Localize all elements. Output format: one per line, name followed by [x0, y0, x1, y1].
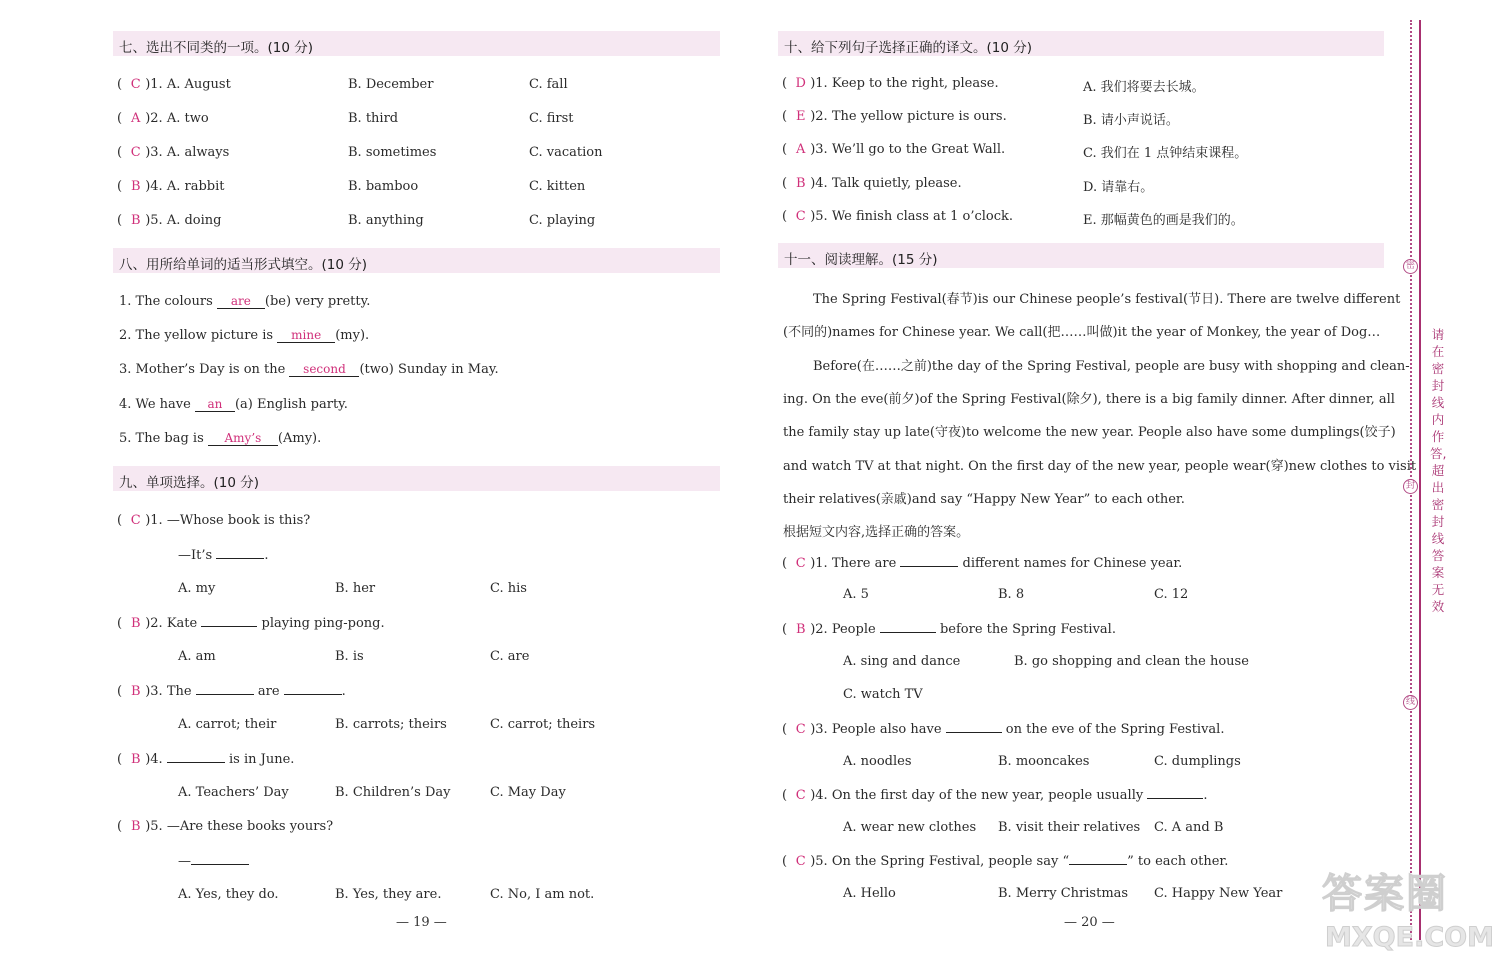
question-text: )3. We’ll go to the Great Wall. [810, 142, 1006, 157]
answer-mark: B [130, 213, 141, 228]
blank [167, 751, 225, 763]
stem-end: (be) very pretty. [264, 294, 371, 309]
fill-question [119, 431, 321, 446]
option-a: A. 5 [843, 587, 869, 602]
question-row: ( B )4. A. rabbit [117, 179, 225, 194]
question-text: )2. A. two [145, 111, 209, 126]
question-row: ( B )5. —Are these books yours? [117, 819, 334, 834]
option-b: B. sometimes [348, 145, 437, 160]
stem-end: before the Spring Festival. [939, 622, 1116, 637]
question-row: ( D )1. Keep to the right, please. [782, 76, 999, 91]
question-text: )3. The [145, 684, 192, 699]
option-c: C. A and B [1154, 820, 1224, 835]
question-row: ( B )4. is in June. [117, 752, 295, 767]
answer-mark: B [795, 622, 806, 637]
answer-mark: A [131, 111, 141, 126]
option-c: C. 12 [1154, 587, 1189, 602]
section-header [113, 466, 720, 491]
fill-answer: Amy’s [208, 431, 278, 446]
question-row: ( E )2. The yellow picture is ours. [782, 109, 1007, 124]
option-b: B. December [348, 77, 434, 92]
answer-mark: C [795, 209, 806, 224]
blank [201, 615, 257, 627]
stem-end: ” to each other. [1127, 854, 1229, 869]
answer-mark: A [796, 142, 806, 157]
option-a: A. my [178, 581, 216, 596]
stem: 5. The bag is [119, 431, 208, 446]
question-text: )5. A. doing [145, 213, 222, 228]
question-row: ( B )2. Kate playing ping-pong. [117, 616, 385, 631]
option-b: B. Yes, they are. [335, 887, 442, 902]
question-text: )4. A. rabbit [145, 179, 225, 194]
blank [216, 547, 264, 559]
seal-circle-mark: 线 [1403, 695, 1418, 710]
section-title: 七、选出不同类的一项。(10 分) [119, 40, 314, 56]
fill-question [119, 397, 348, 412]
section-title: 十一、阅读理解。(15 分) [784, 252, 938, 268]
section-title: 八、用所给单词的适当形式填空。(10 分) [119, 257, 368, 273]
option-c: C. kitten [529, 179, 586, 194]
question-text: )4. On the first day of the new year, people usually [810, 788, 1144, 803]
stem: 4. We have [119, 397, 195, 412]
fill-answer: second [289, 362, 359, 377]
translation-option: B. 请小声说话。 [1083, 113, 1179, 128]
question-text: )1. There are [810, 556, 897, 571]
stem-end: different names for Chinese year. [962, 556, 1183, 571]
question-text: )1. Keep to the right, please. [810, 76, 999, 91]
option-a: A. noodles [843, 754, 912, 769]
option-b: B. Merry Christmas [998, 886, 1129, 901]
stem-end: (two) Sunday in May. [359, 362, 499, 377]
option-c: C. carrot; theirs [490, 717, 596, 732]
blank [900, 555, 958, 567]
option-a: A. carrot; their [178, 717, 277, 732]
passage-line: The Spring Festival(春节)is our Chinese people’s festival(节日). There are twelve different [813, 292, 1401, 307]
answer-mark: D [795, 76, 806, 91]
option-b: B. go shopping and clean the house [1014, 654, 1249, 669]
question-row: ( C )5. We finish class at 1 o’clock. [782, 209, 1014, 224]
option-c: C. playing [529, 213, 596, 228]
option-c: C. dumplings [1154, 754, 1241, 769]
question-row: ( C )1. —Whose book is this? [117, 513, 311, 528]
stem-end: . [264, 548, 269, 563]
question-row: ( A )3. We’ll go to the Great Wall. [782, 142, 1006, 157]
section-header [113, 248, 720, 273]
stem: 3. Mother’s Day is on the [119, 362, 290, 377]
section-header [778, 243, 1384, 268]
answer-mark: C [130, 145, 141, 160]
option-b: B. is [335, 649, 364, 664]
option-a: A. sing and dance [843, 654, 961, 669]
fill-question [119, 294, 370, 309]
translation-option: C. 我们在 1 点钟结束课程。 [1083, 146, 1248, 161]
stem-end: is in June. [228, 752, 295, 767]
option-a: A. Yes, they do. [178, 887, 279, 902]
blank [196, 683, 254, 695]
stem: —It’s [178, 548, 213, 563]
blank [1147, 787, 1203, 799]
answer-mark: B [130, 684, 141, 699]
question-text: )5. On the Spring Festival, people say “ [810, 854, 1070, 869]
question-row: ( B )3. The are . [117, 684, 346, 699]
option-b: B. her [335, 581, 376, 596]
question-text: )4. [145, 752, 163, 767]
stem: 1. The colours [119, 294, 217, 309]
answer-mark: E [795, 109, 806, 124]
passage-line: their relatives(亲戚)and say “Happy New Year” to each other. [783, 492, 1185, 507]
stem-end: . [341, 684, 346, 699]
passage-line: the family stay up late(守夜)to welcome the new year. People also have some dumplings(饺子) [783, 425, 1396, 440]
answer-mark: C [130, 513, 141, 528]
option-c: C. Happy New Year [1154, 886, 1283, 901]
option-c: C. first [529, 111, 574, 126]
question-text: )2. The yellow picture is ours. [810, 109, 1007, 124]
fill-answer: are [217, 294, 265, 309]
stem-end: (a) English party. [234, 397, 348, 412]
question-row: ( C )3. People also have on the eve of the Spring Festival. [782, 722, 1225, 737]
option-c: C. are [490, 649, 530, 664]
instruction: 根据短文内容,选择正确的答案。 [783, 525, 970, 540]
question-row: ( C )3. A. always [117, 145, 230, 160]
answer-mark: B [130, 179, 141, 194]
translation-option: E. 那幅黄色的画是我们的。 [1083, 213, 1244, 228]
stem-mid: are [257, 684, 280, 699]
question-text: )3. A. always [145, 145, 230, 160]
question-row: ( B )4. Talk quietly, please. [782, 176, 962, 191]
fill-answer: mine [277, 328, 335, 343]
option-b: B. anything [348, 213, 424, 228]
question-text: )2. People [810, 622, 876, 637]
section-header [113, 31, 720, 56]
blank [191, 853, 249, 865]
option-b: B. visit their relatives [998, 820, 1141, 835]
blank [1069, 853, 1127, 865]
option-b: B. mooncakes [998, 754, 1090, 769]
passage-line: (不同的)names for Chinese year. We call(把……叫做)it the year of Monkey, the year of Dog… [783, 325, 1381, 340]
watermark-logo: 答案圈 [1322, 871, 1448, 917]
answer-mark: C [795, 788, 806, 803]
option-b: B. bamboo [348, 179, 419, 194]
option-b: B. Children’s Day [335, 785, 451, 800]
seal-line [1419, 20, 1421, 940]
blank [880, 621, 936, 633]
question-row: ( B )2. People before the Spring Festival. [782, 622, 1116, 637]
stem-end: (Amy). [277, 431, 322, 446]
section-header [778, 31, 1384, 56]
option-b: B. 8 [998, 587, 1025, 602]
question-text: )2. Kate [145, 616, 198, 631]
page-number: — 19 — [396, 915, 447, 930]
stem: 2. The yellow picture is [119, 328, 278, 343]
watermark-url: MXQE.COM [1325, 922, 1494, 953]
question-row: ( C )1. There are different names for Chinese year. [782, 556, 1183, 571]
stem-end: playing ping-pong. [261, 616, 385, 631]
option-b: B. carrots; theirs [335, 717, 447, 732]
seal-circle-mark: 密 [1403, 259, 1418, 274]
question-text: )1. A. August [145, 77, 231, 92]
stem-end: on the eve of the Spring Festival. [1005, 722, 1225, 737]
question-text: )5. We finish class at 1 o’clock. [810, 209, 1014, 224]
answer-mark: C [795, 556, 806, 571]
question-text: )5. —Are these books yours? [145, 819, 334, 834]
stem-end: . [1203, 788, 1208, 803]
option-c: C. vacation [529, 145, 603, 160]
option-c: C. May Day [490, 785, 566, 800]
stem-end: (my). [335, 328, 370, 343]
question-line [178, 853, 249, 869]
question-text: )1. —Whose book is this? [145, 513, 311, 528]
passage-line: Before(在……之前)the day of the Spring Festival, people are busy with shopping and clean- [813, 359, 1410, 374]
fill-question [119, 328, 369, 343]
option-a: A. am [178, 649, 216, 664]
option-a: A. wear new clothes [843, 820, 977, 835]
question-line [178, 547, 268, 563]
question-text: )4. Talk quietly, please. [810, 176, 962, 191]
question-row: ( C )5. On the Spring Festival, people say “ ” to each other. [782, 854, 1229, 869]
option-a: A. Teachers’ Day [178, 785, 289, 800]
section-title: 九、单项选择。(10 分) [119, 475, 260, 491]
question-row: ( C )1. A. August [117, 77, 231, 92]
blank [284, 683, 342, 695]
translation-option: A. 我们将要去长城。 [1083, 80, 1205, 95]
question-row: ( C )4. On the first day of the new year, people usually . [782, 788, 1208, 803]
question-row: ( B )5. A. doing [117, 213, 222, 228]
option-c: C. his [490, 581, 527, 596]
page-number: — 20 — [1064, 915, 1115, 930]
passage-line: ing. On the eve(前夕)of the Spring Festival(除夕), there is a big family dinner. After dinner, all [783, 392, 1395, 407]
answer-mark: B [130, 819, 141, 834]
option-a: A. Hello [843, 886, 896, 901]
question-text: )3. People also have [810, 722, 942, 737]
option-c: C. watch TV [843, 687, 923, 702]
answer-mark: B [130, 616, 141, 631]
seal-circle-mark: 封 [1403, 479, 1418, 494]
answer-mark: B [130, 752, 141, 767]
answer-mark: C [795, 722, 806, 737]
answer-mark: B [795, 176, 806, 191]
answer-mark: C [130, 77, 141, 92]
option-b: B. third [348, 111, 399, 126]
question-row: ( A )2. A. two [117, 111, 209, 126]
blank [946, 721, 1002, 733]
fill-question [119, 362, 499, 377]
option-c: C. fall [529, 77, 568, 92]
translation-option: D. 请靠右。 [1083, 180, 1154, 195]
fill-answer: an [195, 397, 235, 412]
option-c: C. No, I am not. [490, 887, 595, 902]
section-title: 十、给下列句子选择正确的译文。(10 分) [784, 40, 1033, 56]
stem: — [178, 854, 191, 869]
passage-line: and watch TV at that night. On the first day of the new year, people wear(穿)new clothes to visit [783, 459, 1417, 474]
answer-mark: C [795, 854, 806, 869]
seal-warning-text: 请在密封线内作答,超出密封线答案无效 [1430, 327, 1447, 614]
